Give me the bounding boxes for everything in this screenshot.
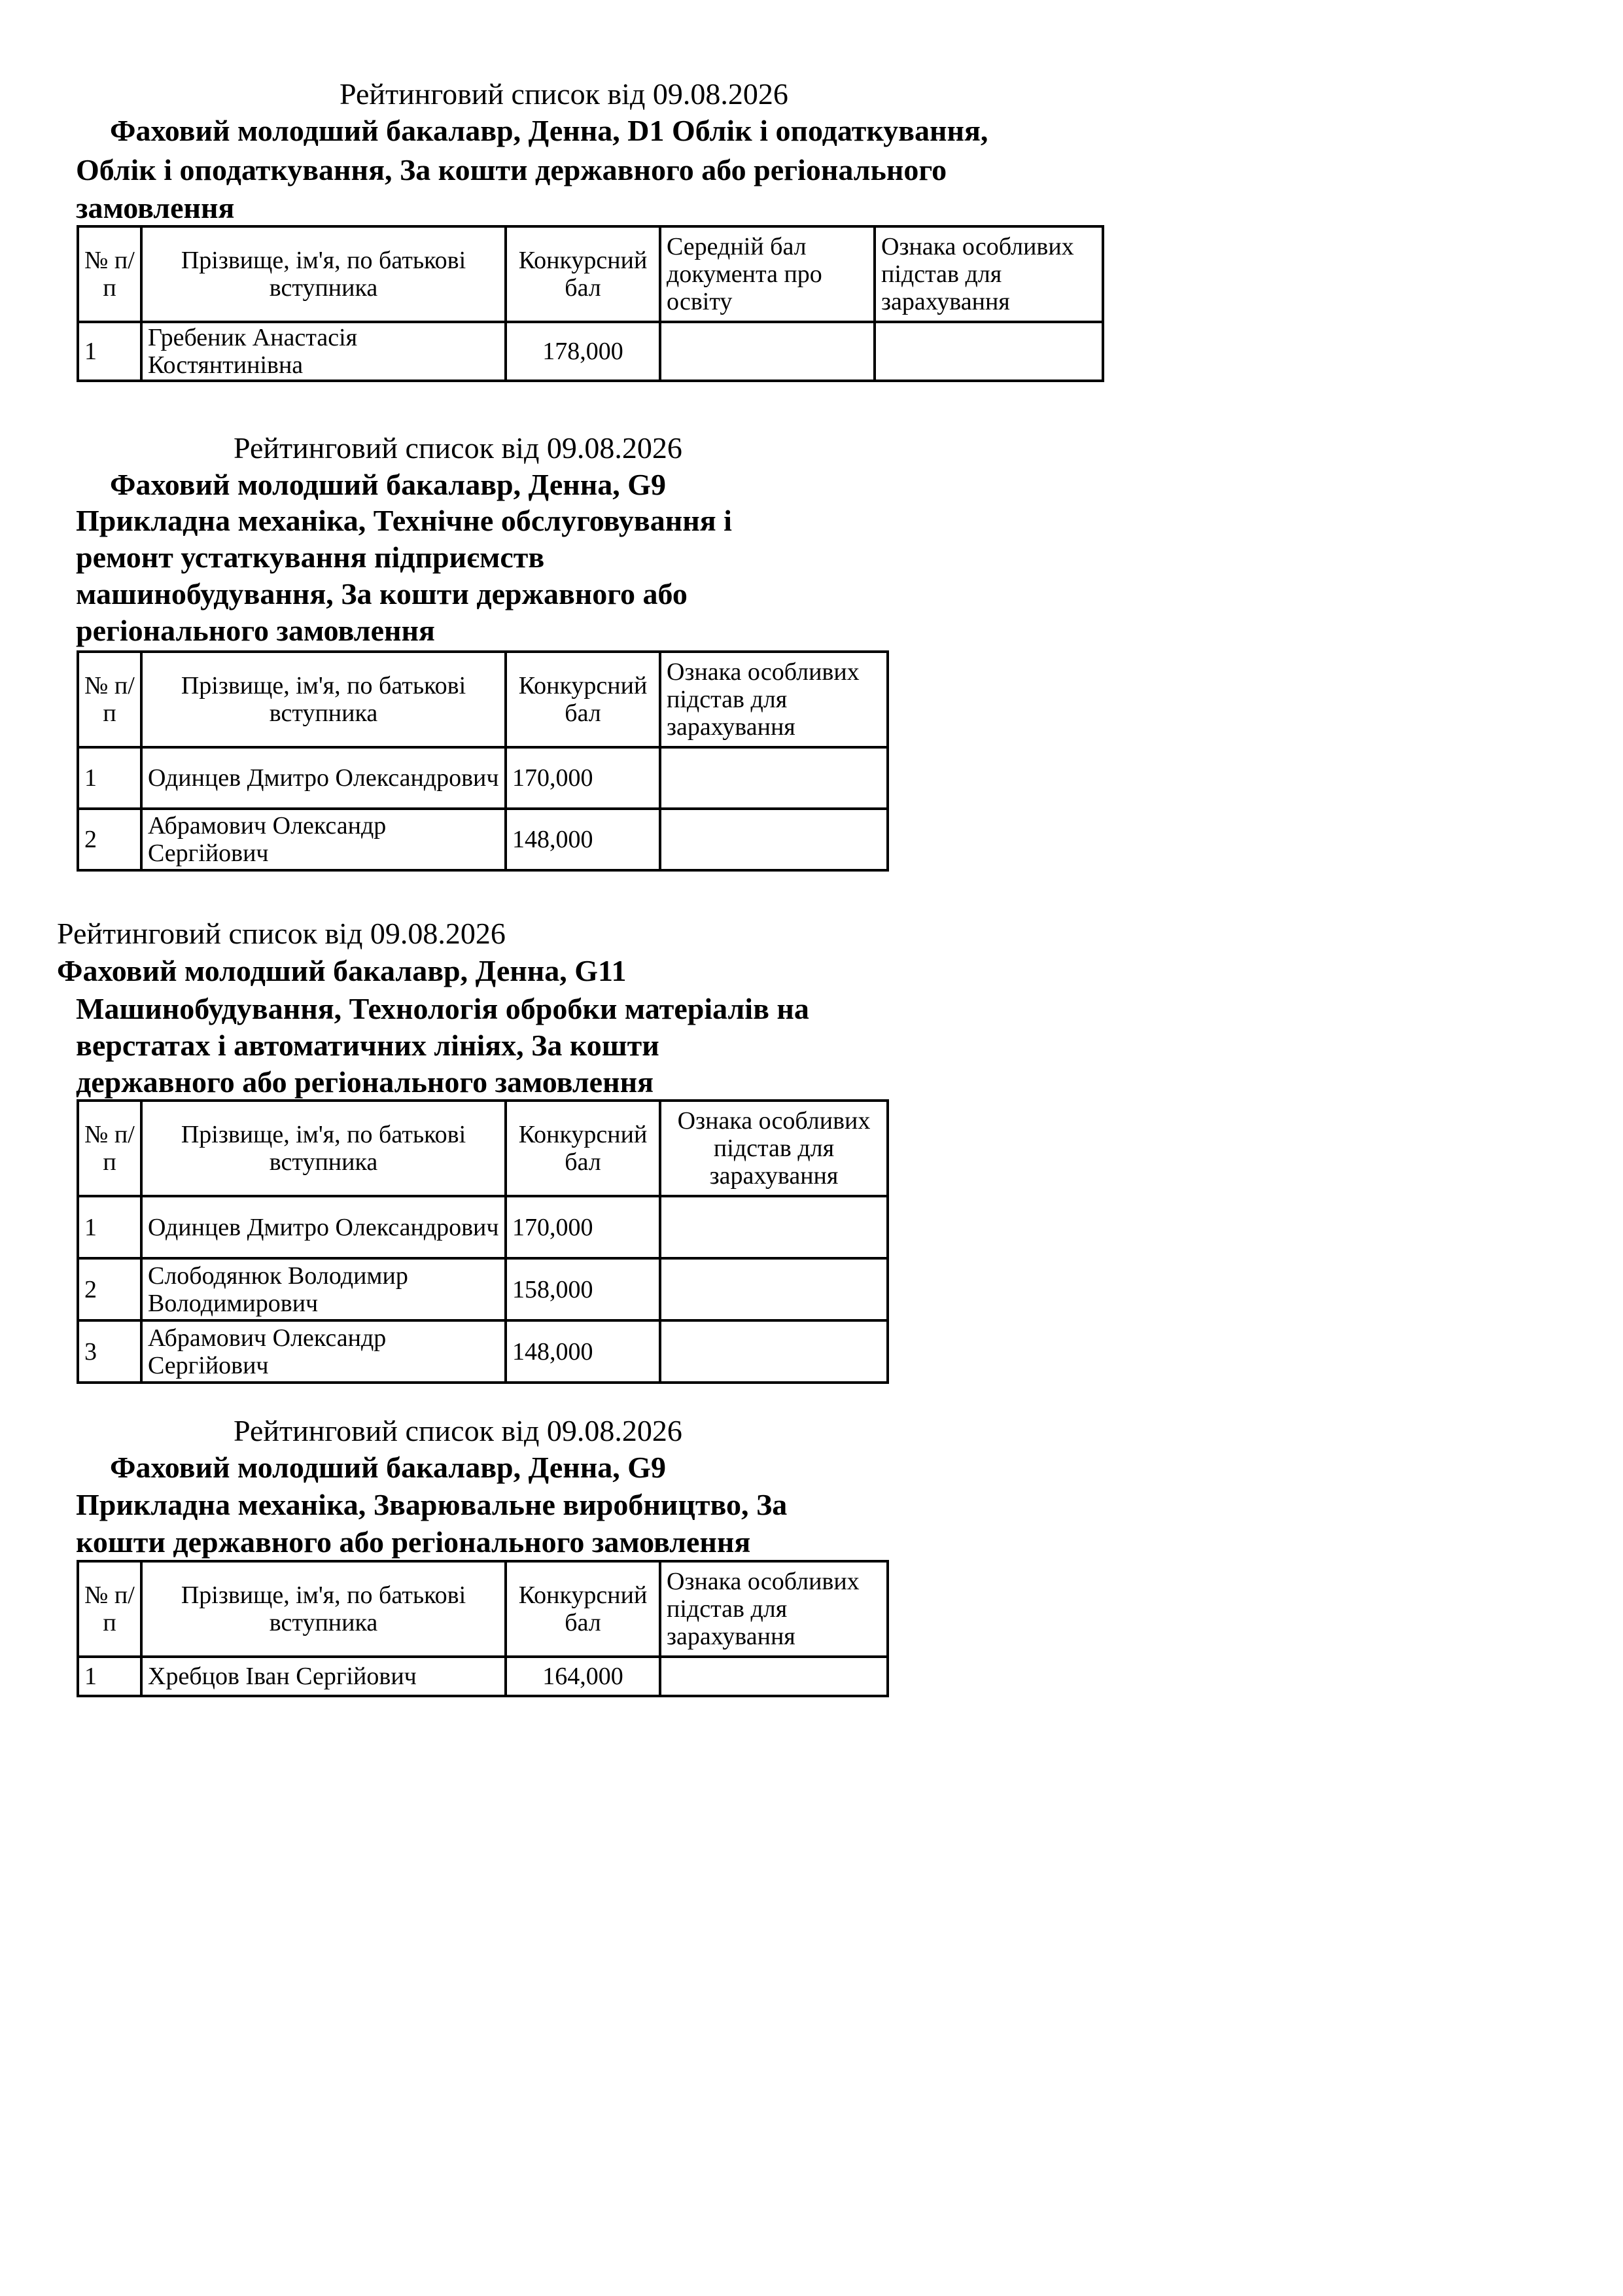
- program-title-line: Фаховий молодший бакалавр, Денна, G11: [57, 954, 627, 987]
- table-row: [78, 1320, 888, 1383]
- program-title-line: верстатах і автоматичних лініях, За кошти: [76, 1029, 659, 1062]
- row-number: 2: [78, 1258, 141, 1320]
- competition-score: 164,000: [506, 1657, 660, 1696]
- applicant-name: Хребцов Іван Сергійович: [141, 1657, 506, 1696]
- header-number: № п/п: [78, 226, 141, 322]
- average-grade: [660, 322, 875, 381]
- program-title-line: замовлення: [76, 191, 235, 224]
- competition-score: 170,000: [506, 1196, 660, 1258]
- applicant-name: Одинцев Дмитро Олександрович: [141, 1196, 506, 1258]
- rating-table: [77, 1099, 889, 1384]
- special-grounds: [660, 809, 888, 870]
- program-title-line: Прикладна механіка, Технічне обслуговування і: [76, 504, 732, 537]
- program-title-line: регіонального замовлення: [76, 614, 435, 647]
- special-grounds: [660, 1320, 888, 1383]
- row-number: 1: [78, 1657, 141, 1696]
- applicant-name: Абрамович Олександр Сергійович: [141, 809, 506, 870]
- special-grounds: [660, 747, 888, 809]
- header-full-name: Прізвище, ім'я, по батькові вступника: [141, 1101, 506, 1196]
- rating-list-date: Рейтинговий список від 09.08.2026: [340, 77, 788, 111]
- special-grounds: [660, 1657, 888, 1696]
- program-title-line: Фаховий молодший бакалавр, Денна, G9: [110, 468, 667, 501]
- program-title-line: Фаховий молодший бакалавр, Денна, D1 Облік і оподаткування,: [110, 114, 988, 147]
- competition-score: 158,000: [506, 1258, 660, 1320]
- table-row: [78, 1657, 888, 1696]
- program-title-line: державного або регіонального замовлення: [76, 1065, 654, 1099]
- row-number: 1: [78, 747, 141, 809]
- program-title-line: Машинобудування, Технологія обробки матеріалів на: [76, 992, 809, 1025]
- header-full-name: Прізвище, ім'я, по батькові вступника: [141, 1561, 506, 1657]
- rating-table: [77, 650, 889, 872]
- program-title-line: кошти державного або регіонального замовлення: [76, 1525, 751, 1559]
- header-score: Конкурсний бал: [506, 1101, 660, 1196]
- header-average-grade: Середній бал документа про освіту: [660, 226, 875, 322]
- row-number: 1: [78, 322, 141, 381]
- table-row: [78, 747, 888, 809]
- program-title-line: ремонт устаткування підприємств: [76, 540, 545, 574]
- table-header-row: [78, 1561, 888, 1657]
- competition-score: 148,000: [506, 1320, 660, 1383]
- applicant-name: Слободянюк Володимир Володимирович: [141, 1258, 506, 1320]
- header-score: Конкурсний бал: [506, 1561, 660, 1657]
- header-number: № п/п: [78, 1561, 141, 1657]
- table-header-row: [78, 226, 1103, 322]
- program-title-line: Прикладна механіка, Зварювальне виробництво, За: [76, 1488, 788, 1521]
- applicant-name: Абрамович Олександр Сергійович: [141, 1320, 506, 1383]
- special-grounds: [660, 1258, 888, 1320]
- rating-table: [77, 1560, 889, 1697]
- table-header-row: [78, 652, 888, 747]
- header-special-grounds: Ознака особливих підстав для зарахування: [660, 652, 888, 747]
- header-number: № п/п: [78, 652, 141, 747]
- special-grounds: [660, 1196, 888, 1258]
- header-full-name: Прізвище, ім'я, по батькові вступника: [141, 226, 506, 322]
- header-full-name: Прізвище, ім'я, по батькові вступника: [141, 652, 506, 747]
- applicant-name: Одинцев Дмитро Олександрович: [141, 747, 506, 809]
- special-grounds: [875, 322, 1103, 381]
- rating-list-date: Рейтинговий список від 09.08.2026: [234, 1414, 682, 1447]
- header-score: Конкурсний бал: [506, 652, 660, 747]
- row-number: 1: [78, 1196, 141, 1258]
- header-special-grounds: Ознака особливих підстав для зарахування: [660, 1561, 888, 1657]
- table-row: [78, 809, 888, 870]
- competition-score: 178,000: [506, 322, 660, 381]
- competition-score: 170,000: [506, 747, 660, 809]
- table-header-row: [78, 1101, 888, 1196]
- applicant-name: Гребеник Анастасія Костянтинівна: [141, 322, 506, 381]
- rating-list-date: Рейтинговий список від 09.08.2026: [57, 917, 506, 950]
- header-number: № п/п: [78, 1101, 141, 1196]
- program-title-line: Фаховий молодший бакалавр, Денна, G9: [110, 1451, 667, 1484]
- program-title-line: Облік і оподаткування, За кошти державного або регіонального: [76, 153, 947, 186]
- rating-list-date: Рейтинговий список від 09.08.2026: [234, 431, 682, 465]
- table-row: [78, 1196, 888, 1258]
- header-special-grounds: Ознака особливих підстав для зарахування: [660, 1101, 888, 1196]
- header-special-grounds: Ознака особливих підстав для зарахування: [875, 226, 1103, 322]
- header-score: Конкурсний бал: [506, 226, 660, 322]
- row-number: 3: [78, 1320, 141, 1383]
- row-number: 2: [78, 809, 141, 870]
- competition-score: 148,000: [506, 809, 660, 870]
- table-row: [78, 322, 1103, 381]
- rating-table: [77, 225, 1104, 382]
- program-title-line: машинобудування, За кошти державного або: [76, 577, 688, 610]
- table-row: [78, 1258, 888, 1320]
